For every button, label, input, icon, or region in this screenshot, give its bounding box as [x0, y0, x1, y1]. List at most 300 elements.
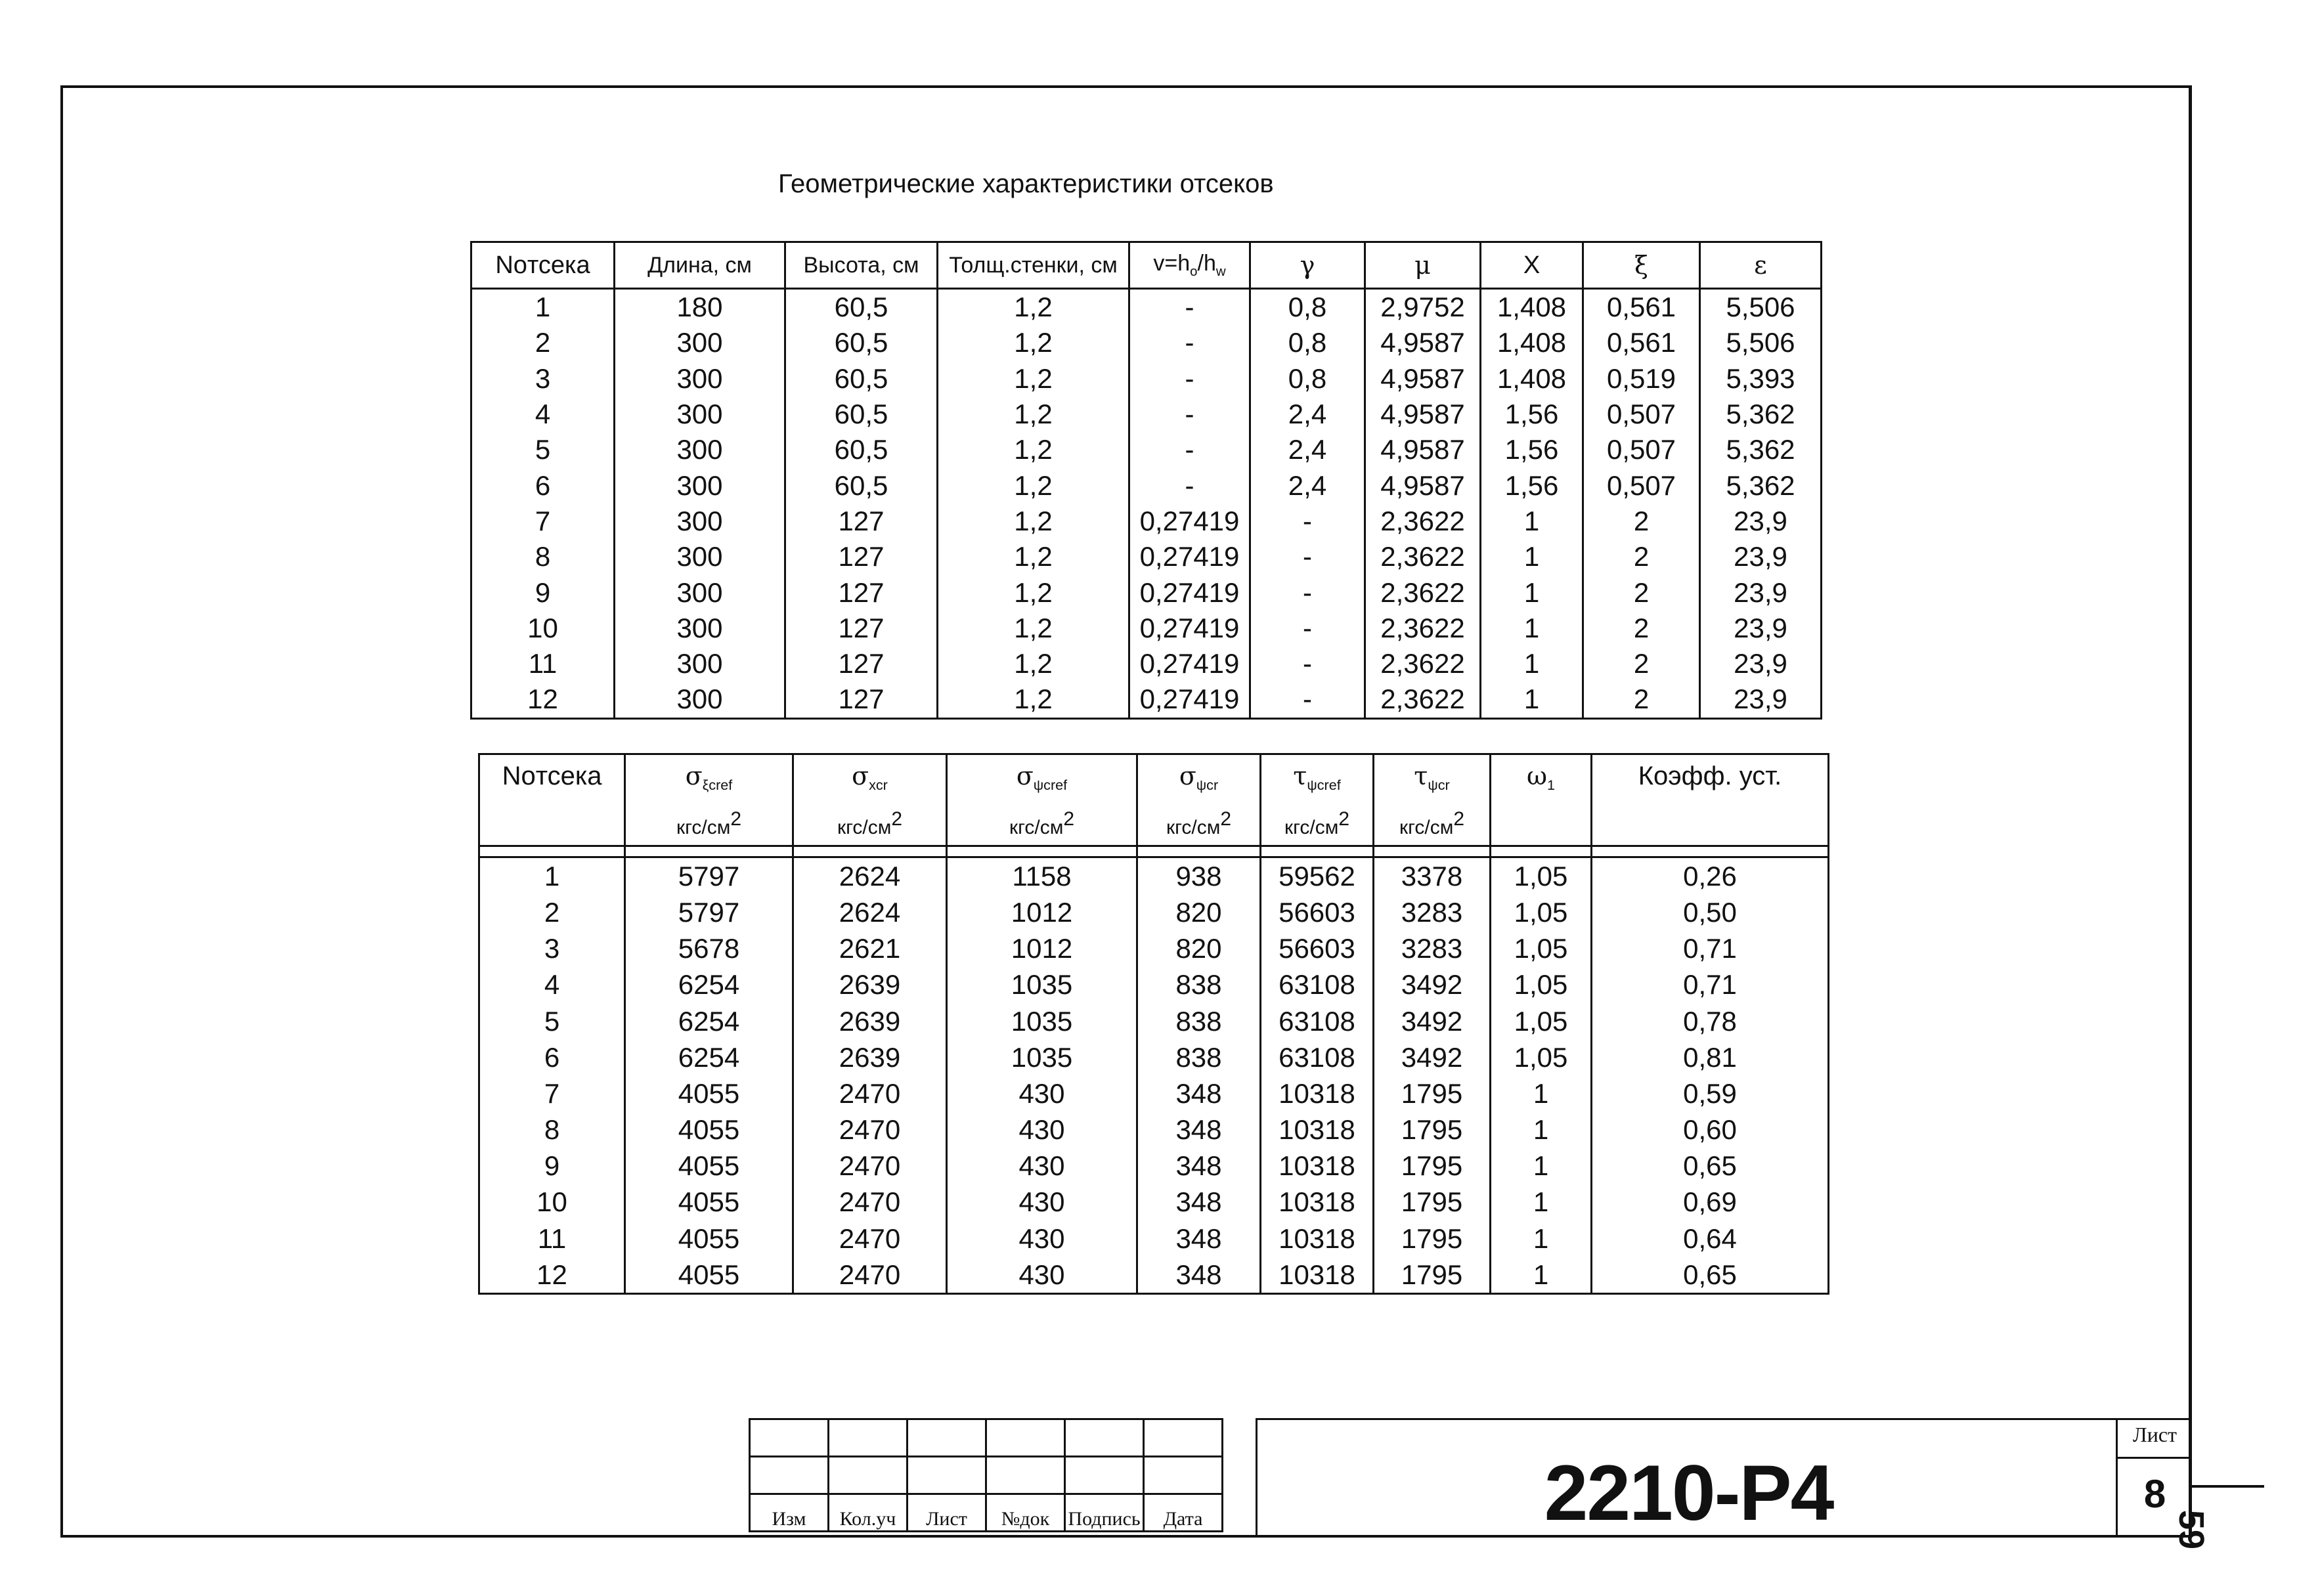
- table-cell: 10: [479, 1184, 625, 1220]
- table-cell: 180: [615, 289, 785, 326]
- table-cell: 23,9: [1700, 681, 1822, 718]
- header-tau-psicref: $\tau_{\psi cref}$ кгс/$см^2$: [1261, 754, 1374, 846]
- table-cell: 1: [1481, 504, 1583, 539]
- table-cell: 1,56: [1481, 432, 1583, 467]
- table-cell: 1,05: [1491, 1003, 1592, 1039]
- table-cell: 2: [1583, 574, 1700, 610]
- table-cell: 4055: [625, 1112, 793, 1148]
- table-cell: 348: [1137, 1075, 1261, 1111]
- table-cell: 3283: [1374, 931, 1491, 967]
- table-cell: 0,60: [1592, 1112, 1829, 1148]
- table-cell: 9: [471, 574, 615, 610]
- sheet-label: Лист: [2118, 1423, 2192, 1459]
- table-row: [479, 1184, 1829, 1220]
- table-cell: 430: [947, 1148, 1137, 1184]
- table-cell: 838: [1137, 967, 1261, 1003]
- table-cell: 4055: [625, 1184, 793, 1220]
- table-cell: 1: [1491, 1220, 1592, 1257]
- header-coef: Коэфф. уст.: [1592, 754, 1829, 846]
- table-cell: 6254: [625, 1039, 793, 1075]
- table-cell: 6: [471, 467, 615, 503]
- table-cell: 23,9: [1700, 611, 1822, 646]
- table-cell: 10318: [1261, 1112, 1374, 1148]
- table-cell: 2470: [793, 1112, 947, 1148]
- table-cell: 1: [1491, 1112, 1592, 1148]
- table-cell: 6: [479, 1039, 625, 1075]
- table-cell: 5: [479, 1003, 625, 1039]
- table-cell: 0,59: [1592, 1075, 1829, 1111]
- table-cell: 2,4: [1250, 397, 1365, 432]
- table-cell: 1,2: [938, 325, 1129, 360]
- table-cell: 1: [1491, 1075, 1592, 1111]
- table-cell: 0,50: [1592, 894, 1829, 930]
- table-row: [479, 894, 1829, 930]
- table-cell: -: [1129, 467, 1250, 503]
- table-cell: 1035: [947, 967, 1137, 1003]
- header-no: Noтсека: [471, 242, 615, 289]
- table-cell: 10: [471, 611, 615, 646]
- table-cell: 1,05: [1491, 931, 1592, 967]
- table-cell: 8: [479, 1112, 625, 1148]
- table-cell: 0,507: [1583, 397, 1700, 432]
- table-cell: 300: [615, 397, 785, 432]
- table-row: [479, 1257, 1829, 1294]
- header-sigma-xicref: $\sigma_{\xi cref}$ кгс/$см^2$: [625, 754, 793, 846]
- table-cell: 1012: [947, 931, 1137, 967]
- header-eps: ε: [1700, 242, 1822, 289]
- table-cell: 430: [947, 1184, 1137, 1220]
- stamp-cell: [750, 1457, 829, 1494]
- table-cell: 1: [1491, 1184, 1592, 1220]
- table-cell: 5,506: [1700, 289, 1822, 326]
- table-cell: 5: [471, 432, 615, 467]
- table-row: [479, 857, 1829, 895]
- table-row: [471, 646, 1822, 681]
- table-cell: 23,9: [1700, 539, 1822, 574]
- table-cell: -: [1250, 539, 1365, 574]
- table-cell: 0,69: [1592, 1184, 1829, 1220]
- table-row: [479, 1220, 1829, 1257]
- table-cell: 2,4: [1250, 467, 1365, 503]
- table-cell: 1,2: [938, 574, 1129, 610]
- table-cell: 0,507: [1583, 432, 1700, 467]
- table-cell: 430: [947, 1112, 1137, 1148]
- table-cell: 2: [1583, 504, 1700, 539]
- table-cell: 2470: [793, 1075, 947, 1111]
- document-code-box: [1256, 1418, 2120, 1538]
- table-cell: 4,9587: [1365, 467, 1481, 503]
- table-row: [479, 967, 1829, 1003]
- table-cell: 0,561: [1583, 289, 1700, 326]
- table-cell: 10318: [1261, 1220, 1374, 1257]
- header-v: $v=h_o/h_w$: [1129, 242, 1250, 289]
- table-cell: 1795: [1374, 1257, 1491, 1294]
- table-cell: 300: [615, 539, 785, 574]
- table-cell: 63108: [1261, 1003, 1374, 1039]
- table-cell: 10318: [1261, 1257, 1374, 1294]
- stamp-cell: [1065, 1457, 1144, 1494]
- table-spacer-row: [479, 846, 1829, 857]
- table-cell: 3492: [1374, 967, 1491, 1003]
- table-header-row: [479, 754, 1829, 846]
- table-cell: 300: [615, 646, 785, 681]
- table-cell: 0,27419: [1129, 539, 1250, 574]
- table-cell: 6254: [625, 1003, 793, 1039]
- table-cell: 300: [615, 325, 785, 360]
- table-cell: 2,3622: [1365, 681, 1481, 718]
- table-cell: 1035: [947, 1003, 1137, 1039]
- table-cell: 10318: [1261, 1148, 1374, 1184]
- stamp-label-signature: Подпись: [1065, 1494, 1144, 1532]
- table-cell: 3378: [1374, 857, 1491, 895]
- table-cell: 4,9587: [1365, 361, 1481, 397]
- table-cell: 3283: [1374, 894, 1491, 930]
- table-cell: 1: [1491, 1148, 1592, 1184]
- table-cell: 2: [1583, 611, 1700, 646]
- table-cell: 10318: [1261, 1075, 1374, 1111]
- document-code: 2210-Р4: [1544, 1449, 1833, 1537]
- table-cell: 1012: [947, 894, 1137, 930]
- table-cell: 1,05: [1491, 894, 1592, 930]
- table-row: [479, 1003, 1829, 1039]
- table-cell: 6254: [625, 967, 793, 1003]
- table-cell: 2,3622: [1365, 574, 1481, 610]
- stamp-label-count: Кол.уч: [829, 1494, 908, 1532]
- stamp-cell: [986, 1457, 1065, 1494]
- table-cell: 1,2: [938, 646, 1129, 681]
- table-cell: 0,8: [1250, 361, 1365, 397]
- table-cell: 1,56: [1481, 397, 1583, 432]
- table-cell: 2: [1583, 646, 1700, 681]
- table-cell: 820: [1137, 931, 1261, 967]
- table-cell: 300: [615, 361, 785, 397]
- table-cell: -: [1250, 611, 1365, 646]
- stamp-label-sheet: Лист: [908, 1494, 986, 1532]
- table-cell: 0,27419: [1129, 646, 1250, 681]
- table-row: [471, 574, 1822, 610]
- table-cell: 60,5: [785, 289, 938, 326]
- table-cell: 0,27419: [1129, 611, 1250, 646]
- table-cell: 63108: [1261, 967, 1374, 1003]
- table-cell: 838: [1137, 1039, 1261, 1075]
- table-cell: 1: [1491, 1257, 1592, 1294]
- title-block: [749, 1418, 2192, 1538]
- table-row: [471, 361, 1822, 397]
- table-cell: 0,507: [1583, 467, 1700, 503]
- table-cell: 4055: [625, 1220, 793, 1257]
- table-cell: 8: [471, 539, 615, 574]
- table-cell: 1: [1481, 646, 1583, 681]
- table-cell: 60,5: [785, 432, 938, 467]
- table-cell: 56603: [1261, 931, 1374, 967]
- table-cell: 1,2: [938, 432, 1129, 467]
- table-cell: 2: [1583, 539, 1700, 574]
- table-cell: 0,27419: [1129, 504, 1250, 539]
- stamp-cell: [986, 1419, 1065, 1457]
- table-cell: 1795: [1374, 1184, 1491, 1220]
- table-cell: 4055: [625, 1257, 793, 1294]
- table-cell: 5797: [625, 857, 793, 895]
- table-cell: 300: [615, 432, 785, 467]
- table-cell: 430: [947, 1220, 1137, 1257]
- table-cell: 838: [1137, 1003, 1261, 1039]
- table-cell: 0,64: [1592, 1220, 1829, 1257]
- table-cell: 1,2: [938, 681, 1129, 718]
- sheet-number: 8: [2143, 1472, 2166, 1516]
- table-cell: 23,9: [1700, 646, 1822, 681]
- stamp-cell: [908, 1457, 986, 1494]
- table-cell: 348: [1137, 1220, 1261, 1257]
- table-cell: 1: [479, 857, 625, 895]
- table-cell: 2,3622: [1365, 611, 1481, 646]
- table-cell: 2,3622: [1365, 539, 1481, 574]
- header-tau-psicr: $\tau_{\psi cr}$ кгс/$см^2$: [1374, 754, 1491, 846]
- table-row: [471, 432, 1822, 467]
- table-cell: 23,9: [1700, 504, 1822, 539]
- table-cell: 0,8: [1250, 325, 1365, 360]
- header-sigma-psicref: $\sigma_{\psi cref}$ кгс/$см^2$: [947, 754, 1137, 846]
- table-cell: 1,2: [938, 504, 1129, 539]
- table-cell: 9: [479, 1148, 625, 1184]
- table-cell: 1,05: [1491, 967, 1592, 1003]
- table-cell: 1,2: [938, 467, 1129, 503]
- table-row: [479, 1075, 1829, 1111]
- table-cell: 300: [615, 467, 785, 503]
- table-cell: 1,2: [938, 539, 1129, 574]
- table-cell: -: [1250, 504, 1365, 539]
- table-cell: 0,78: [1592, 1003, 1829, 1039]
- table-cell: 3492: [1374, 1003, 1491, 1039]
- table-cell: 2: [1583, 681, 1700, 718]
- table-cell: 0,26: [1592, 857, 1829, 895]
- table-cell: 348: [1137, 1148, 1261, 1184]
- stamp-cell: [1065, 1419, 1144, 1457]
- table-cell: 56603: [1261, 894, 1374, 930]
- stamp-label-docno: №док: [986, 1494, 1065, 1532]
- table-cell: 1795: [1374, 1148, 1491, 1184]
- table-cell: 820: [1137, 894, 1261, 930]
- table-cell: 127: [785, 646, 938, 681]
- table-row: [471, 289, 1822, 326]
- table-cell: 5,362: [1700, 432, 1822, 467]
- table-cell: 300: [615, 681, 785, 718]
- table-row: [479, 931, 1829, 967]
- stamp-cell: [750, 1419, 829, 1457]
- stamp-cell: [1144, 1457, 1223, 1494]
- table-cell: 300: [615, 611, 785, 646]
- table-cell: 300: [615, 574, 785, 610]
- table-cell: -: [1250, 681, 1365, 718]
- table-cell: 1,2: [938, 397, 1129, 432]
- table-cell: 4: [479, 967, 625, 1003]
- table-cell: 2470: [793, 1184, 947, 1220]
- table-cell: 12: [471, 681, 615, 718]
- page-number: 59: [2172, 1510, 2211, 1550]
- table-cell: 1,408: [1481, 289, 1583, 326]
- table-cell: 0,519: [1583, 361, 1700, 397]
- table-cell: 1795: [1374, 1220, 1491, 1257]
- table-cell: 938: [1137, 857, 1261, 895]
- table-cell: 348: [1137, 1112, 1261, 1148]
- header-sigma-xcr: $\sigma_{xcr}$ кгс/$см^2$: [793, 754, 947, 846]
- table-cell: 2639: [793, 1003, 947, 1039]
- table-cell: 1,2: [938, 289, 1129, 326]
- table-row: [471, 611, 1822, 646]
- table-cell: -: [1129, 289, 1250, 326]
- table-cell: 0,71: [1592, 931, 1829, 967]
- table-cell: 7: [479, 1075, 625, 1111]
- table-cell: 2470: [793, 1148, 947, 1184]
- table-cell: 4,9587: [1365, 432, 1481, 467]
- table-cell: 0,71: [1592, 967, 1829, 1003]
- table-cell: 10318: [1261, 1184, 1374, 1220]
- header-sigma-psicr: $\sigma_{\psi cr}$ кгс/$см^2$: [1137, 754, 1261, 846]
- table-cell: 127: [785, 539, 938, 574]
- table-row: [471, 504, 1822, 539]
- table-cell: 2639: [793, 1039, 947, 1075]
- stamp-label-change: Изм: [750, 1494, 829, 1532]
- page-title: Геометрические характеристики отсеков: [778, 169, 1274, 198]
- table-cell: 1,56: [1481, 467, 1583, 503]
- table-cell: 300: [615, 504, 785, 539]
- table-cell: 1,2: [938, 611, 1129, 646]
- header-omega: $\omega_1$: [1491, 754, 1592, 846]
- table-row: [471, 681, 1822, 718]
- table-cell: 1: [471, 289, 615, 326]
- table-cell: 0,81: [1592, 1039, 1829, 1075]
- table-row: [479, 1148, 1829, 1184]
- table-cell: 5,362: [1700, 397, 1822, 432]
- table-cell: 127: [785, 681, 938, 718]
- table-cell: 11: [479, 1220, 625, 1257]
- table-cell: 5,506: [1700, 325, 1822, 360]
- table-cell: -: [1250, 646, 1365, 681]
- table-cell: 4055: [625, 1148, 793, 1184]
- revision-stamp: [749, 1418, 1223, 1532]
- table-cell: 1,408: [1481, 361, 1583, 397]
- table-cell: -: [1129, 361, 1250, 397]
- header-chi: X: [1481, 242, 1583, 289]
- table-cell: 63108: [1261, 1039, 1374, 1075]
- table-cell: 127: [785, 611, 938, 646]
- table-header-row: [471, 242, 1822, 289]
- table-cell: 3492: [1374, 1039, 1491, 1075]
- table-cell: 3: [471, 361, 615, 397]
- header-no: Noтсека: [479, 754, 625, 846]
- table-cell: 5797: [625, 894, 793, 930]
- table-row: [471, 467, 1822, 503]
- table-cell: 1: [1481, 574, 1583, 610]
- table-row: [479, 1112, 1829, 1148]
- table-cell: 127: [785, 504, 938, 539]
- table-cell: 127: [785, 574, 938, 610]
- table-cell: 2,4: [1250, 432, 1365, 467]
- side-mark-line: [2192, 1485, 2264, 1488]
- header-mu: μ: [1365, 242, 1481, 289]
- table-cell: -: [1250, 574, 1365, 610]
- table-cell: -: [1129, 325, 1250, 360]
- table-cell: 0,65: [1592, 1257, 1829, 1294]
- table-cell: 1: [1481, 681, 1583, 718]
- table-cell: 2624: [793, 894, 947, 930]
- table-cell: 2: [479, 894, 625, 930]
- table-cell: 60,5: [785, 467, 938, 503]
- table-cell: 1035: [947, 1039, 1137, 1075]
- table-cell: 7: [471, 504, 615, 539]
- table-cell: 5,393: [1700, 361, 1822, 397]
- table-cell: 60,5: [785, 397, 938, 432]
- table-cell: -: [1129, 397, 1250, 432]
- table-cell: 2: [471, 325, 615, 360]
- header-gamma: γ: [1250, 242, 1365, 289]
- table-cell: 1795: [1374, 1112, 1491, 1148]
- table-cell: 59562: [1261, 857, 1374, 895]
- table-cell: 0,27419: [1129, 574, 1250, 610]
- table-cell: 11: [471, 646, 615, 681]
- table-cell: 2621: [793, 931, 947, 967]
- table-cell: 4,9587: [1365, 325, 1481, 360]
- table-cell: 0,27419: [1129, 681, 1250, 718]
- table-cell: 1: [1481, 611, 1583, 646]
- table-row: [479, 1039, 1829, 1075]
- table-cell: 60,5: [785, 325, 938, 360]
- table-cell: 5678: [625, 931, 793, 967]
- stamp-cell: [829, 1419, 908, 1457]
- table-cell: 430: [947, 1075, 1137, 1111]
- table-cell: -: [1129, 432, 1250, 467]
- stamp-cell: [908, 1419, 986, 1457]
- table-cell: 2,9752: [1365, 289, 1481, 326]
- table-cell: 348: [1137, 1257, 1261, 1294]
- table-row: [471, 397, 1822, 432]
- geometry-table: [470, 241, 1822, 720]
- table-cell: 2624: [793, 857, 947, 895]
- table-cell: 1795: [1374, 1075, 1491, 1111]
- table-cell: 5,362: [1700, 467, 1822, 503]
- table-cell: 4: [471, 397, 615, 432]
- table-cell: 2470: [793, 1257, 947, 1294]
- stamp-cell: [1144, 1419, 1223, 1457]
- table-cell: 2639: [793, 967, 947, 1003]
- table-cell: 3: [479, 931, 625, 967]
- table-cell: 1,05: [1491, 857, 1592, 895]
- header-xi: ξ: [1583, 242, 1700, 289]
- table-cell: 1,408: [1481, 325, 1583, 360]
- table-cell: 2,3622: [1365, 646, 1481, 681]
- table-cell: 430: [947, 1257, 1137, 1294]
- stamp-cell: [829, 1457, 908, 1494]
- table-cell: 1158: [947, 857, 1137, 895]
- table-cell: 23,9: [1700, 574, 1822, 610]
- table-cell: 0,8: [1250, 289, 1365, 326]
- table-cell: 60,5: [785, 361, 938, 397]
- table-cell: 2,3622: [1365, 504, 1481, 539]
- table-cell: 1,2: [938, 361, 1129, 397]
- stability-table: [478, 753, 1829, 1295]
- stamp-label-date: Дата: [1144, 1494, 1223, 1532]
- table-cell: 2470: [793, 1220, 947, 1257]
- table-cell: 4055: [625, 1075, 793, 1111]
- header-thickness: Толщ.стенки, см: [938, 242, 1129, 289]
- table-row: [471, 325, 1822, 360]
- table-cell: 1: [1481, 539, 1583, 574]
- header-length: Длина, см: [615, 242, 785, 289]
- table-cell: 348: [1137, 1184, 1261, 1220]
- table-cell: 4,9587: [1365, 397, 1481, 432]
- table-cell: 1,05: [1491, 1039, 1592, 1075]
- table-cell: 0,561: [1583, 325, 1700, 360]
- table-cell: 12: [479, 1257, 625, 1294]
